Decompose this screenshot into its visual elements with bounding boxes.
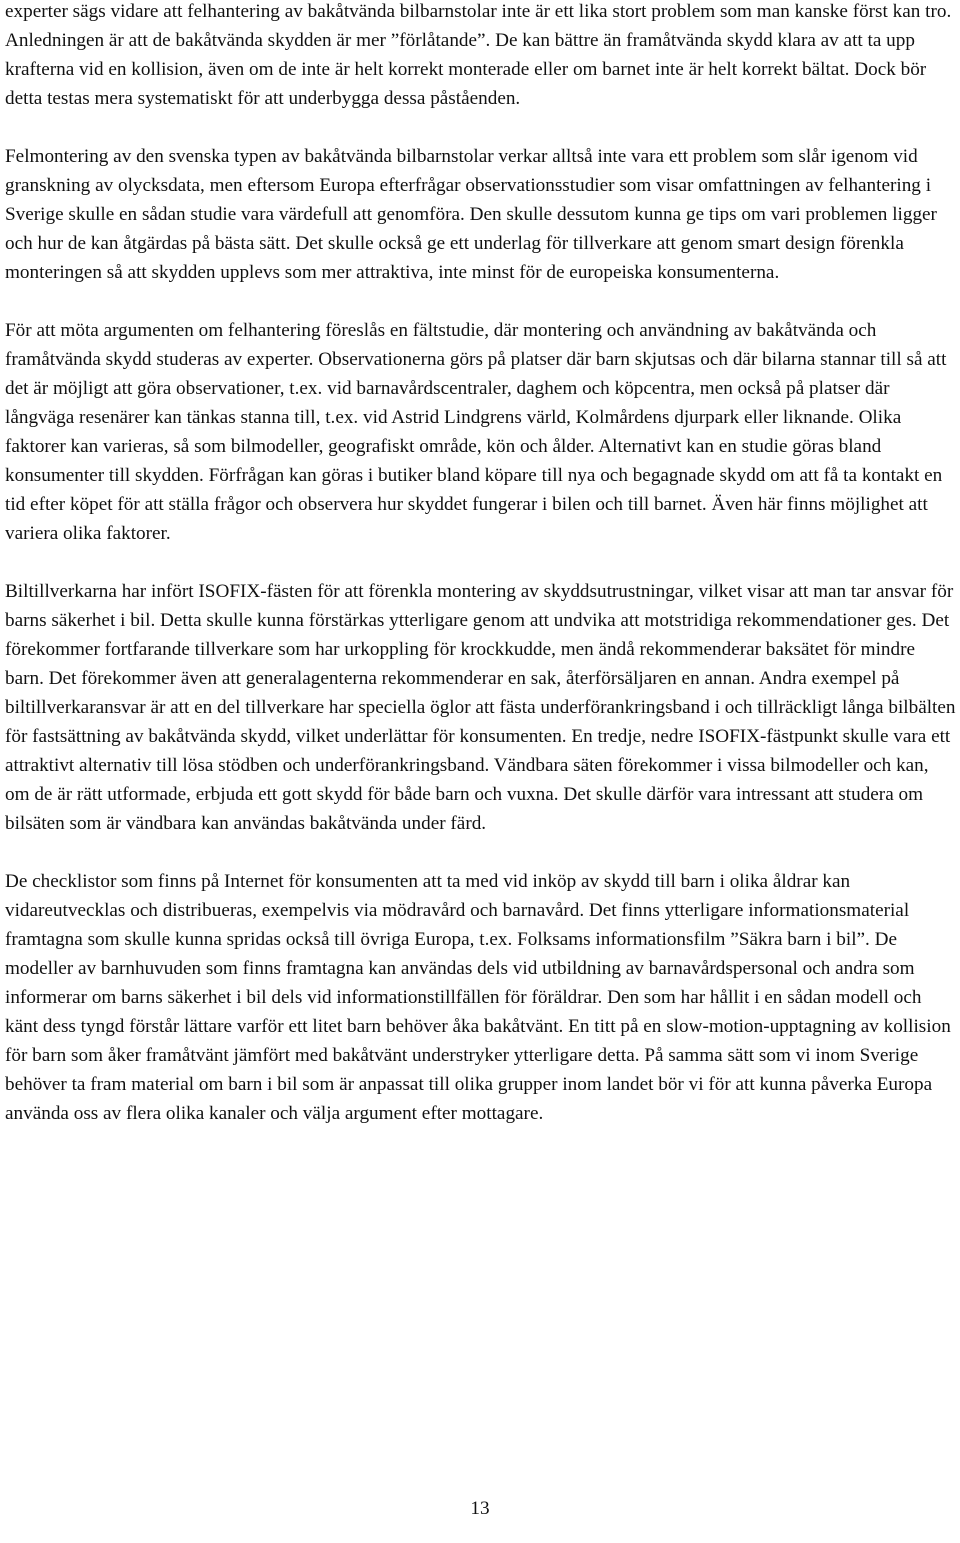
paragraph-1: experter sägs vidare att felhantering av bakåtvända bilbarnstolar inte är ett lika stort problem som man kanske först kan tro. Anledningen är att de bakåtvända skydden är mer ”förlåtande”. De kan bättre än framåtvända skydd klara av att ta upp krafterna vid en kollision, även om de inte är helt korrekt monterade eller om barnet inte är helt korrekt bältat. Dock bör detta testas mera systematiskt för att underbygga dessa påståenden. xyxy=(5,1,952,109)
page-number: 13 xyxy=(470,1498,490,1519)
paragraph-2: Felmontering av den svenska typen av bakåtvända bilbarnstolar verkar alltså inte vara ett problem som slår igenom vid granskning av olycksdata, men eftersom Europa efterfrågar observationsstudier som visar omfattningen av felhantering i Sverige skulle en sådan studie vara värdefull att genomföra. Den skulle dessutom kunna ge tips om vari problemen ligger och hur de kan åtgärdas på bästa sätt. Det skulle också ge ett underlag för tillverkare att genom smart design förenkla monteringen så att skydden upplevs som mer attraktiva, inte minst för de europeiska konsumenterna. xyxy=(5,146,937,283)
paragraph-3: För att möta argumenten om felhantering föreslås en fältstudie, där montering och användning av bakåtvända och framåtvända skydd studeras av experter. Observationerna görs på platser där barn skjutsas och där bilarna stannar till så att det är möjligt att göra observationer, t.ex. vid barnavårdscentraler, daghem och köpcentra, men också på platser där långväga resenärer kan tänkas stanna till, t.ex. vid Astrid Lindgrens värld, Kolmårdens djurpark eller liknande. Olika faktorer kan varieras, så som bilmodeller, geografiskt område, kön och ålder. Alternativt kan en studie göras bland konsumenter till skydden. Förfrågan kan göras i butiker bland köpare till nya och begagnade skydd om att få ta kontakt en tid efter köpet för att ställa frågor och observera hur skyddet fungerar i bilen och till barnet. Även här finns möjlighet att variera olika faktorer. xyxy=(5,320,947,544)
paragraph-4: Biltillverkarna har infört ISOFIX-fästen för att förenkla montering av skyddsutrustningar, vilket visar att man tar ansvar för barns säkerhet i bil. Detta skulle kunna förstärkas ytterligare genom att undvika att motstridiga rekommendationer ges. Det förekommer fortfarande tillverkare som har urkoppling för krockkudde, men ändå rekommenderar baksätet för mindre barn. Det förekommer även att generalagenterna rekommenderar en sak, återförsäljaren en annan. Andra exempel på biltillverkaransvar är att en del tillverkare har speciella öglor att fästa underförankringsband i och tillräckligt långa bilbälten för fastsättning av bakåtvända skydd, vilket underlättar för konsumenten. En tredje, nedre ISOFIX-fästpunkt skulle vara ett attraktivt alternativ till lösa stödben och underförankringsband. Vändbara säten förekommer i vissa bilmodeller och kan, om de är rätt utformade, erbjuda ett gott skydd för både barn och vuxna. Det skulle därför vara intressant att studera om bilsäten som är vändbara kan användas bakåtvända under färd. xyxy=(5,581,956,834)
paragraph-5: De checklistor som finns på Internet för konsumenten att ta med vid inköp av skydd till barn i olika åldrar kan vidareutvecklas och distribueras, exempelvis via mödravård och barnavård. Det finns ytterligare informationsmaterial framtagna som skulle kunna spridas också till övriga Europa, t.ex. Folksams informationsfilm ”Säkra barn i bil”. De modeller av barnhuvuden som finns framtagna kan användas dels vid utbildning av barnavårdspersonal och andra som informerar om barns säkerhet i bil dels vid informationstillfällen för föräldrar. Den som har hållit i en sådan modell och känt dess tyngd förstår lättare varför ett litet barn behöver åka bakåtvänt. En titt på en slow-motion-upptagning av kollision för barn som åker framåtvänt jämfört med bakåtvänt understryker ytterligare detta. På samma sätt som vi inom Sverige behöver ta fram material om barn i bil som är anpassat till olika grupper inom landet bör vi för att kunna påverka Europa använda oss av flera olika kanaler och välja argument efter mottagare. xyxy=(5,871,951,1124)
